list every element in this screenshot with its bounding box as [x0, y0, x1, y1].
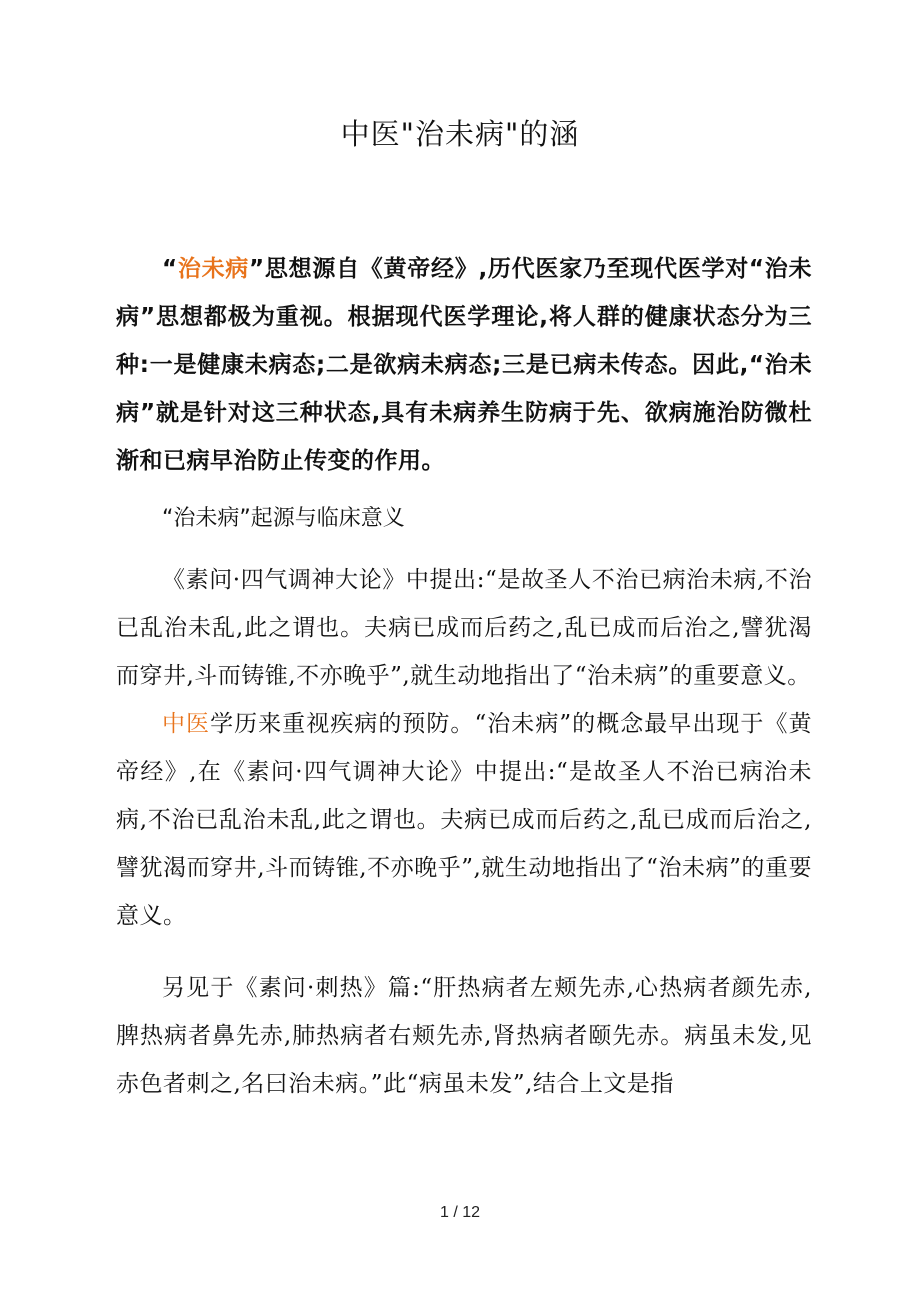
prevention-paragraph-text: 学历来重视疾病的预防。“治未病”的概念最早出现于《黄帝经》,在《素问·四气调神大论》中提出:“是故圣人不治已病治未病,不治已乱治未乱,此之谓也。夫病已成而后药之,乱已成而后治之,譬犹渴而穿井,斗而铸锥,不亦晚乎”,就生动地指出了“治未病”的重要意义。 [116, 711, 812, 929]
section-heading: “治未病”起源与临床意义 [162, 506, 405, 531]
document-title: 中医"治未病"的涵 [340, 117, 580, 151]
origin-paragraph: 《素问·四气调神大论》中提出:“是故圣人不治已病治未病,不治已乱治未乱,此之谓也。夫病已成而后药之,乱已成而后治之,譬犹渴而穿井,斗而铸锥,不亦晚乎”,就生动地指出了“治未病”的重要意义。 [116, 567, 812, 689]
prevention-paragraph [116, 700, 812, 940]
page-number: 1 / 12 [439, 1204, 481, 1221]
cire-paragraph: 另见于《素问·刺热》篇:“肝热病者左颊先赤,心热病者颜先赤,脾热病者鼻先赤,肺热病者右颊先赤,肾热病者颐先赤。病虽未发,见赤色者刺之,名曰治未病。”此“病虽未发”,结合上文是指 [116, 975, 812, 1097]
highlighted-term-zhongyi[interactable]: 中医 [162, 711, 211, 737]
intro-paragraph [116, 245, 812, 485]
document-body [116, 245, 812, 1132]
highlighted-term-zhiweibing[interactable]: 治未病 [177, 256, 250, 282]
open-quote: “ [162, 256, 178, 282]
intro-paragraph-text: ”思想源自《黄帝经》,历代医家乃至现代医学对“治未病”思想都极为重视。根据现代医学理论,将人群的健康状态分为三种:一是健康未病态;二是欲病未病态;三是已病未传态。因此,“治未病”就是针对这三种状态,具有未病养生防病于先、欲病施治防微杜渐和已病早治防止传变的作用。 [116, 256, 812, 474]
